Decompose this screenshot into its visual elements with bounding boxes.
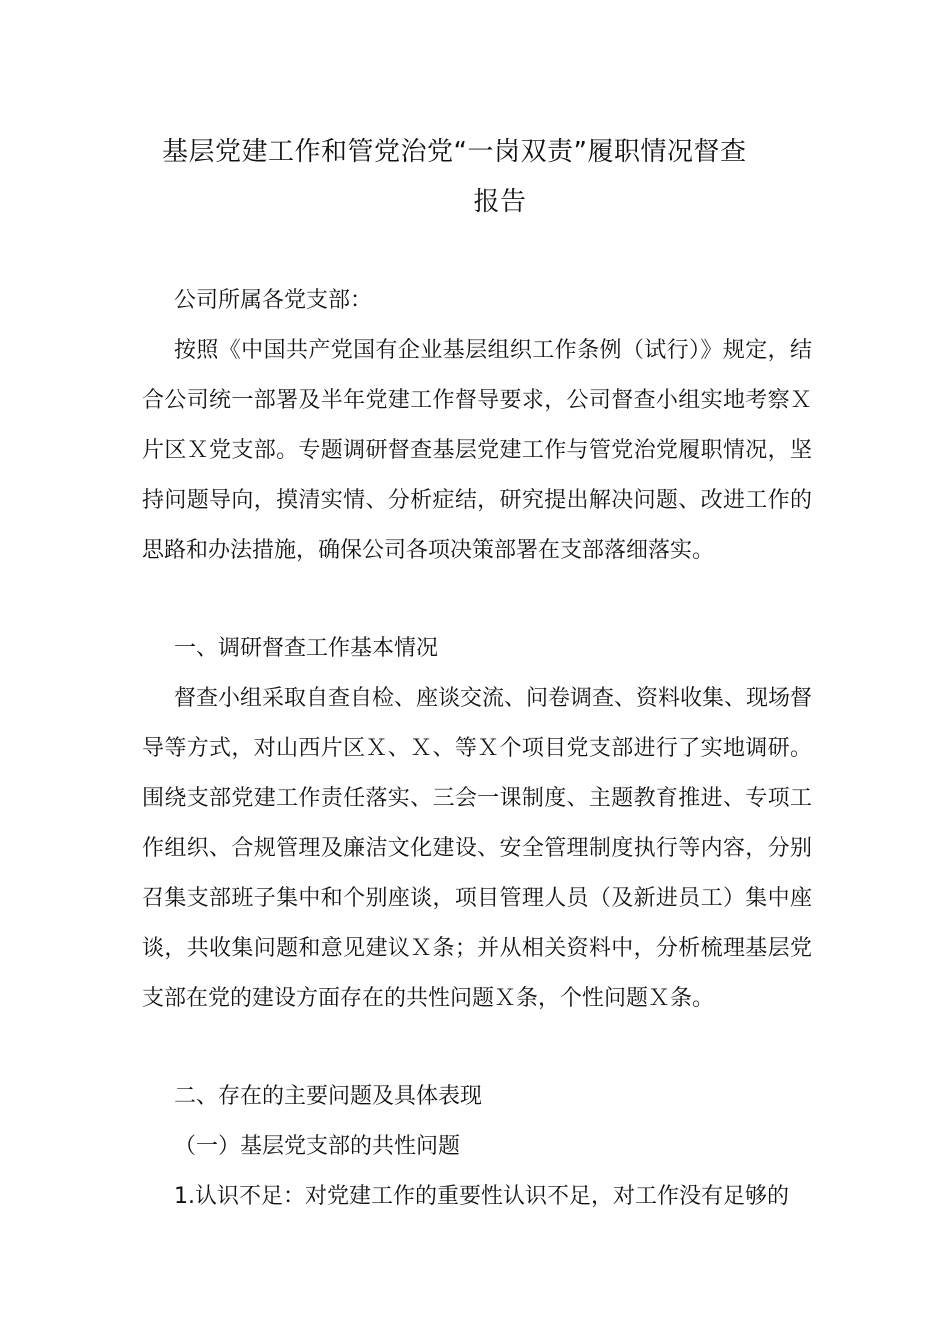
section-heading-2: 二、存在的主要问题及具体表现 (174, 1084, 483, 1109)
paragraph-basic-situation: 督查小组采取自查自检、座谈交流、问卷调查、资料收集、现场督导等方式，对山西片区Ｘ、Ｘ、等Ｘ个项目党支部进行了实地调研。围绕支部党建工作责任落实、三会一课制度、主题教育推进、专项工作组织、合规管理及廉洁文化建设、安全管理制度执行等内容，分别召集支部班子集中和个别座谈，项目管理人员（及新进员工）集中座谈，共收集问题和意见建议Ｘ条；并从相关资料中，分析梳理基层党支部在党的建设方面存在的共性问题Ｘ条，个性问题Ｘ条。 (142, 686, 813, 1011)
document-title-line-2: 报告 (473, 187, 527, 217)
salutation: 公司所属各党支部： (174, 288, 373, 313)
section-heading-1: 一、调研督查工作基本情况 (174, 636, 439, 661)
document-title-line-1: 基层党建工作和管党治党“一岗双责”履职情况督查 (162, 137, 747, 167)
paragraph-intro: 按照《中国共产党国有企业基层组织工作条例（试行）》规定，结合公司统一部署及半年党建工作督导要求，公司督查小组实地考察Ｘ片区Ｘ党支部。专题调研督查基层党建工作与管党治党履职情况，坚持问题导向，摸清实情、分析症结，研究提出解决问题、改进工作的思路和办法措施，确保公司各项决策部署在支部落细落实。 (142, 338, 812, 563)
paragraph-item-1: 1.认识不足：对党建工作的重要性认识不足，对工作没有足够的 (174, 1184, 789, 1209)
subsection-heading-1: （一）基层党支部的共性问题 (174, 1134, 461, 1159)
